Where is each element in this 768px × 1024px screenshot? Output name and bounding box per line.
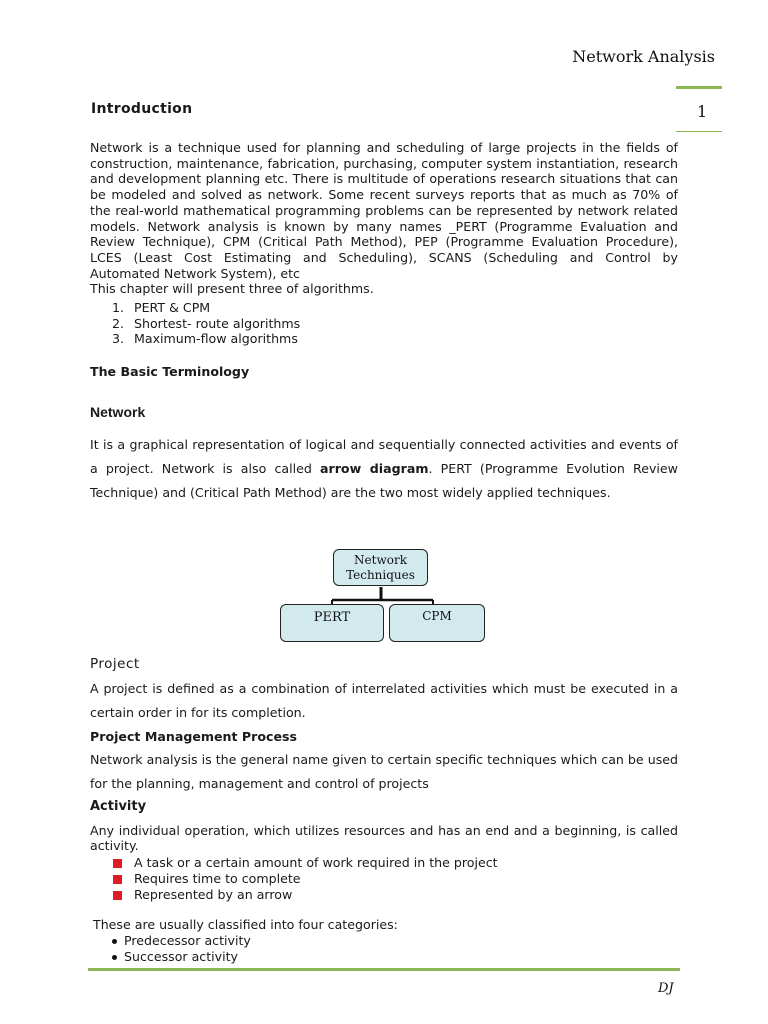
paragraph-line: models. Network analysis is known by many names _PERT (Programme Evaluation and	[90, 218, 678, 234]
network-techniques-diagram	[270, 545, 500, 645]
activity-paragraph	[90, 823, 678, 853]
categories-intro: These are usually classified into four categories:	[93, 917, 398, 932]
paragraph-line: Review Technique), CPM (Critical Path Method), PEP (Programme Evaluation Procedure),	[90, 234, 678, 250]
cpm-node: CPM	[389, 604, 485, 642]
list-item: 1. PERT & CPM	[112, 300, 211, 315]
list-item: Requires time to complete	[113, 871, 498, 887]
header-rule	[676, 86, 722, 89]
network-paragraph	[90, 433, 678, 505]
paragraph-line: be modeled and solved as network. Some recent surveys reports that as much as 70% of	[90, 187, 678, 203]
list-item: 2. Shortest- route algorithms	[112, 315, 301, 331]
paragraph-line: Network is a technique used for planning and scheduling of large projects in the fields of	[90, 140, 678, 155]
footer-rule	[88, 968, 680, 971]
paragraph-line: Network analysis is the general name given to certain specific techniques which can be used	[90, 752, 678, 767]
project-heading: Project	[90, 656, 140, 672]
list-item: Predecessor activity	[112, 933, 251, 949]
paragraph-line: It is a graphical representation of logical and sequentially connected activities and events of	[90, 437, 678, 452]
terminology-heading: The Basic Terminology	[90, 364, 250, 379]
list-item: Represented by an arrow	[113, 887, 498, 903]
paragraph-line: Technique) and (Critical Path Method) are the two most widely applied techniques.	[90, 485, 611, 500]
pmp-paragraph	[90, 748, 678, 796]
paragraph-line: and development planning etc. There is multitude of operations research situations that can	[90, 171, 678, 187]
introduction-paragraph	[90, 140, 678, 297]
red-square-bullet-icon	[113, 875, 122, 884]
network-techniques-node: Network Techniques	[333, 549, 428, 586]
paragraph-line: LCES (Least Cost Estimating and Scheduling), SCANS (Scheduling and Control by	[90, 249, 678, 265]
red-square-bullet-icon	[113, 859, 122, 868]
activity-bullets	[113, 855, 498, 903]
paragraph-line: certain order in for its completion.	[90, 705, 306, 720]
algorithm-list	[112, 300, 300, 347]
page-number-rule	[676, 131, 722, 132]
chapter-line: This chapter will present three of algorithms.	[90, 281, 374, 297]
paragraph-line: Any individual operation, which utilizes resources and has an end and a beginning, is called	[90, 823, 678, 838]
footer-initials: DJ	[658, 981, 674, 996]
project-paragraph	[90, 677, 678, 725]
paragraph-line: Automated Network System), etc	[90, 265, 300, 281]
category-list	[112, 933, 251, 965]
paragraph-line: for the planning, management and control of projects	[90, 776, 429, 791]
list-item: Successor activity	[112, 949, 251, 965]
arrow-diagram-term: arrow diagram	[320, 461, 429, 476]
paragraph-line: construction, maintenance, fabrication, purchasing, computer system instantiation, research	[90, 155, 678, 171]
introduction-heading: Introduction	[91, 101, 193, 117]
list-item: A task or a certain amount of work required in the project	[113, 855, 498, 871]
paragraph-line: activity.	[90, 838, 139, 853]
paragraph-line: A project is defined as a combination of interrelated activities which must be executed in a	[90, 681, 678, 696]
dot-bullet-icon	[112, 955, 117, 960]
dot-bullet-icon	[112, 939, 117, 944]
running-header-title: Network Analysis	[572, 47, 715, 66]
list-item: 3. Maximum-flow algorithms	[112, 331, 298, 346]
network-heading: Network	[90, 404, 146, 420]
red-square-bullet-icon	[113, 891, 122, 900]
page-number: 1	[697, 102, 708, 121]
pmp-heading: Project Management Process	[90, 729, 297, 744]
paragraph-line: a project. Network is also called arrow diagram. PERT (Programme Evolution Review	[90, 461, 678, 476]
activity-heading: Activity	[90, 799, 147, 814]
paragraph-line: the real-world mathematical programming problems can be represented by network related	[90, 202, 678, 218]
pert-node: PERT	[280, 604, 384, 642]
